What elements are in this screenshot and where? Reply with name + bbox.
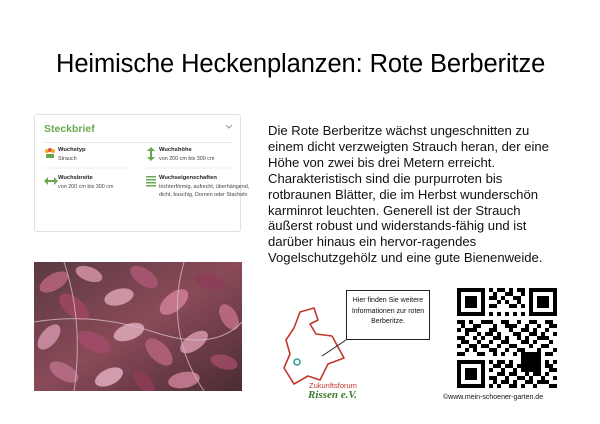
chevron-down-icon[interactable]	[224, 123, 234, 131]
card-divider	[44, 142, 233, 143]
property-value: von 200 cm bis 300 cm	[159, 156, 215, 162]
property-wuchshoehe	[145, 147, 240, 167]
page-title: Heimische Heckenplanzen: Rote Berberitze	[56, 50, 546, 78]
qr-code[interactable]	[457, 288, 557, 388]
description-text	[268, 123, 568, 266]
callout-pointer	[320, 339, 350, 359]
steckbrief-title: Steckbrief	[44, 123, 95, 135]
vertical-arrows-icon	[145, 147, 157, 161]
property-label: Wuchsbreite	[58, 175, 93, 181]
description-paragraph: Die Rote Berberitze wächst ungeschnitten zu einem dicht verzweigten Strauch heran, der eine Höhe von zwei bis drei Metern erreicht. Charakteristisch sind die purpurroten bis rotbraunen Blätter, die im Herbst wunderschön karminrot leuchten. Generell ist der Strauch äußerst robust und widerstands-fähig und ist darüber hinaus ein hervor-ragendes Vogelschutzgehölz und eine gute Bienenweide.	[268, 123, 549, 266]
property-value: trichterförmig, aufrecht, überhängend, dicht, buschig, Dornen oder Stacheln	[159, 184, 250, 198]
property-wuchstyp	[44, 147, 139, 167]
callout-box	[346, 290, 430, 340]
property-value: von 200 cm bis 300 cm	[58, 184, 114, 190]
logo-text-line2: Rissen e.V.	[308, 389, 358, 401]
logo-text-line1: Zukunftsforum	[309, 381, 357, 390]
callout-text: Hier finden Sie weitere Informationen zur roten Berberitze.	[351, 297, 425, 325]
growth-properties-icon	[145, 175, 157, 187]
property-value: Strauch	[58, 156, 77, 162]
horizontal-arrows-icon	[44, 175, 58, 187]
property-wuchseigenschaften	[145, 175, 250, 225]
copyright-text: ©www.mein-schoener-garten.de	[443, 394, 544, 401]
property-wuchsbreite	[44, 175, 139, 195]
steckbrief-card	[34, 114, 250, 232]
flower-icon	[44, 147, 56, 159]
property-label: Wuchstyp	[58, 147, 86, 153]
property-label: Wuchseigenschaften	[159, 175, 217, 181]
berberis-photo	[34, 262, 242, 391]
property-label: Wuchshöhe	[159, 147, 192, 153]
divider-line	[44, 167, 234, 169]
